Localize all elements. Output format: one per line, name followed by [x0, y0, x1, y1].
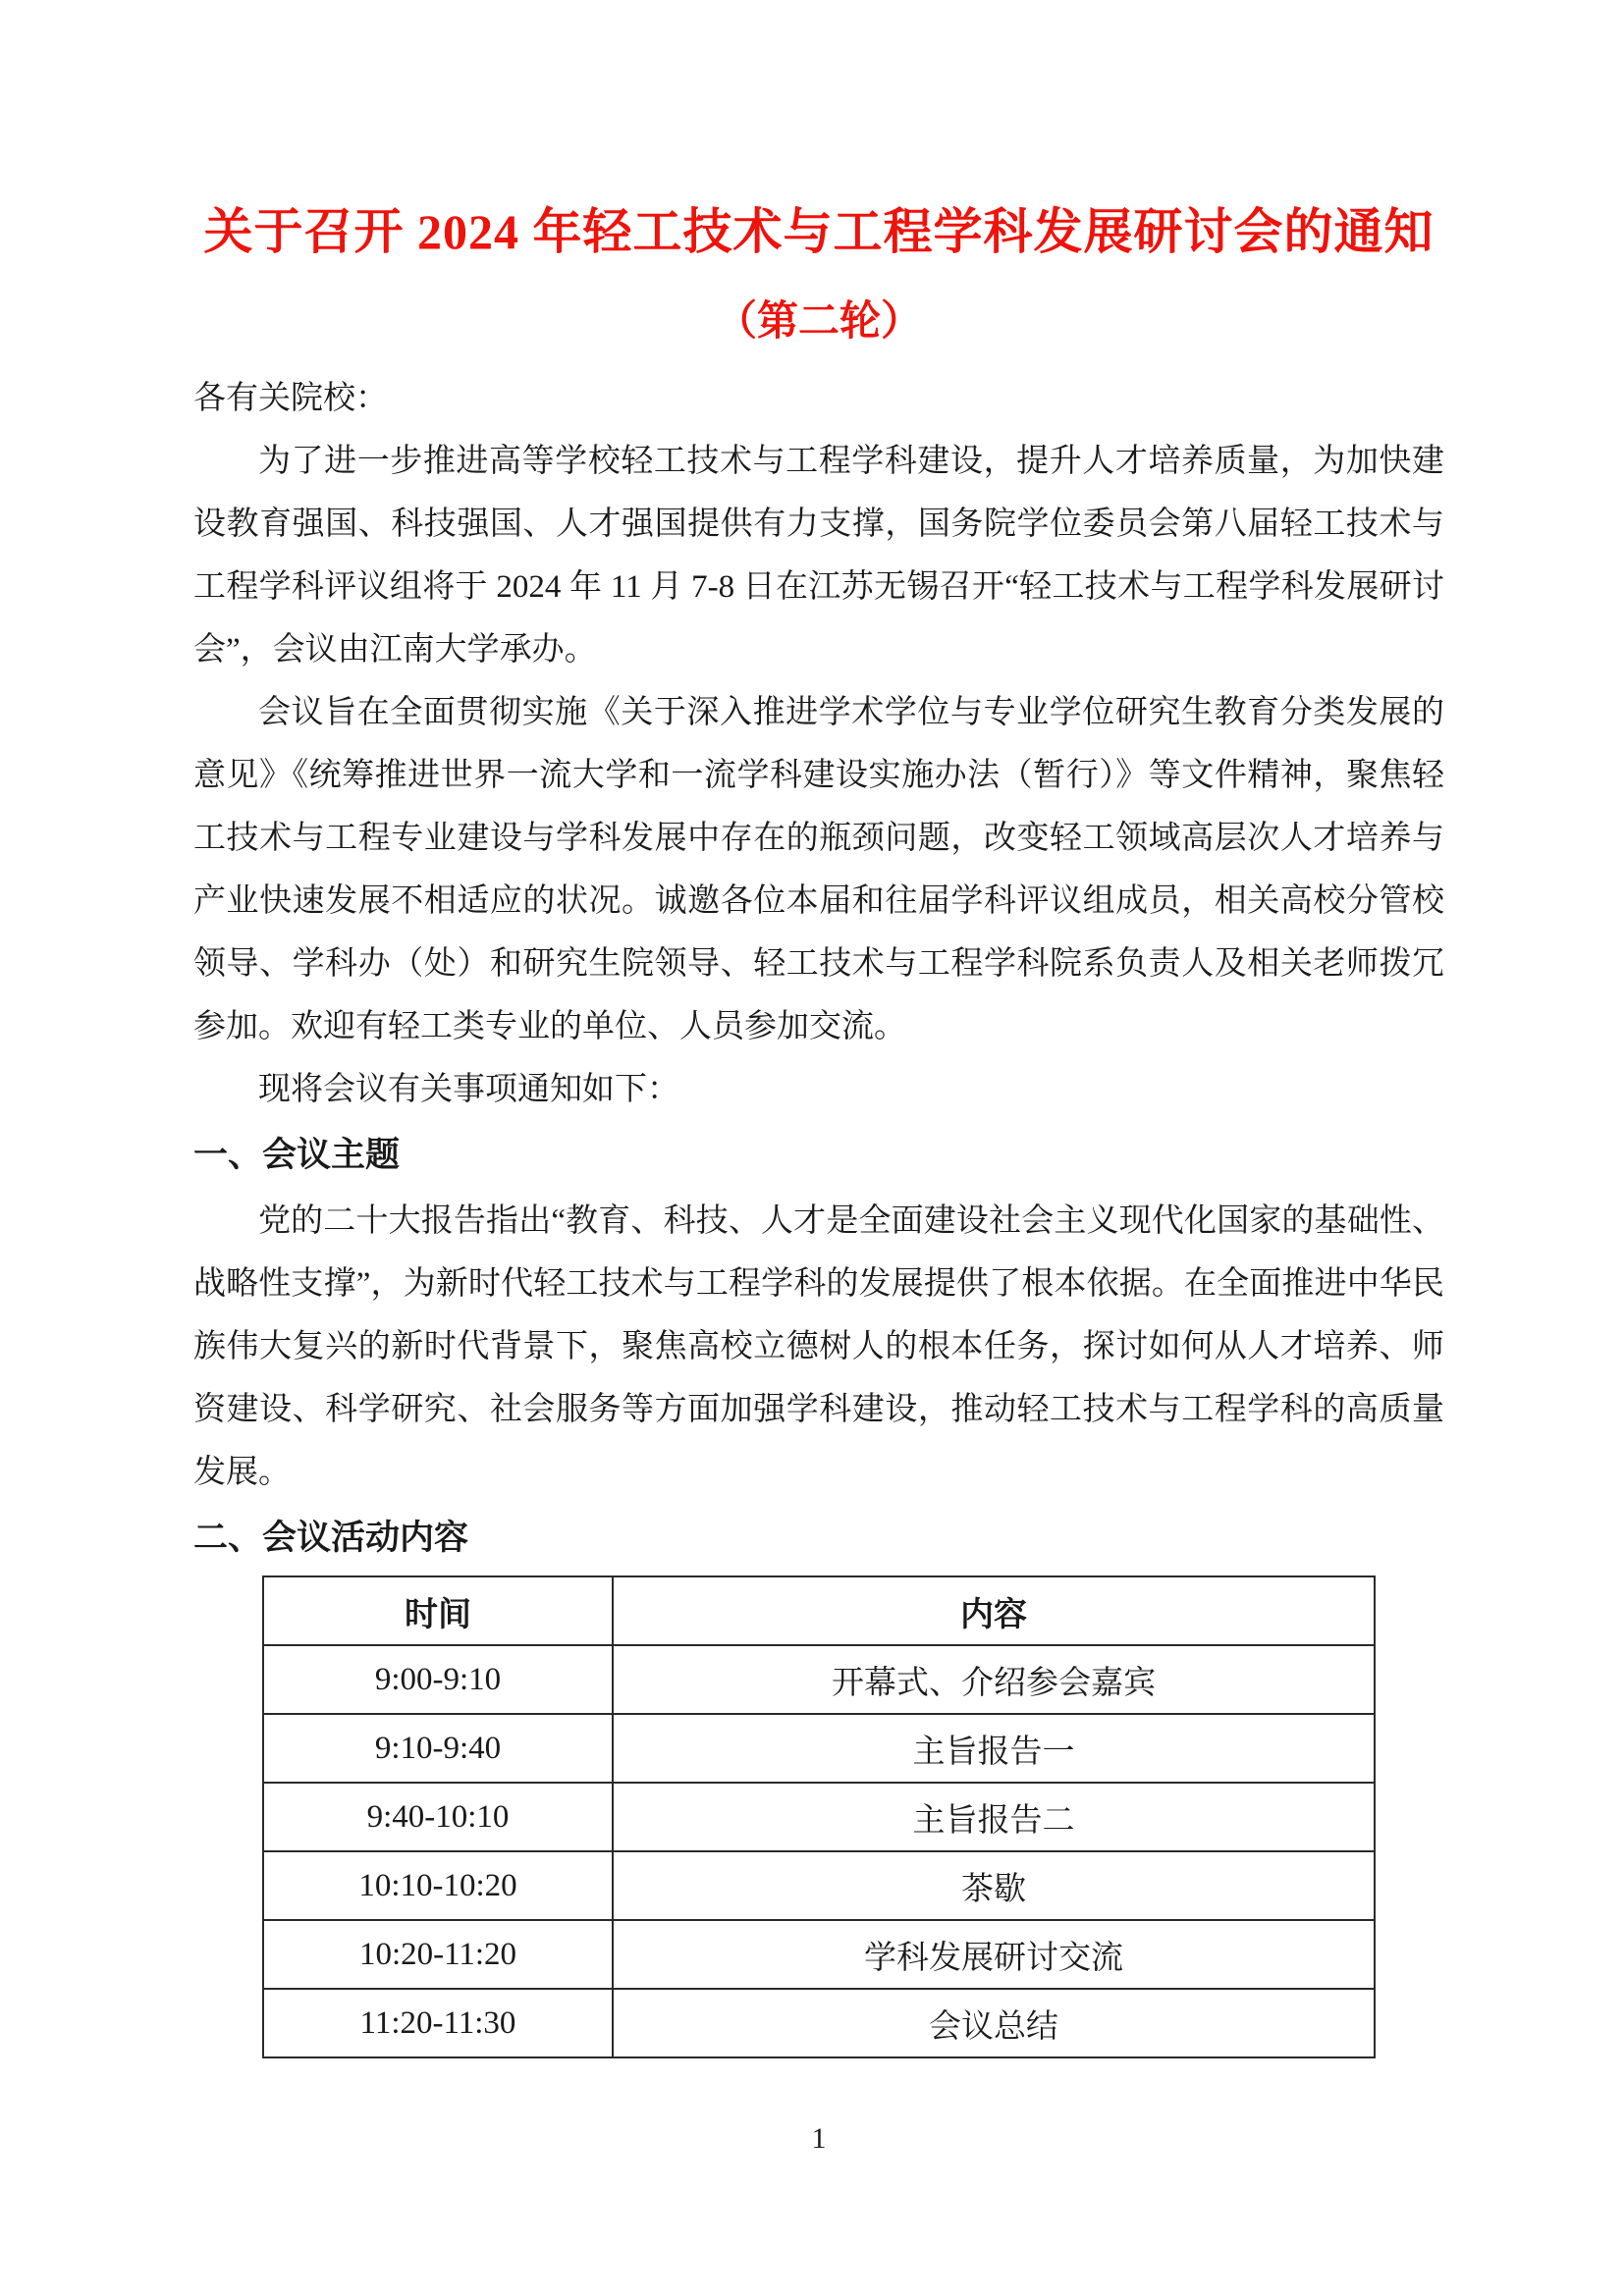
- section-heading-agenda: 二、会议活动内容: [193, 1519, 469, 1557]
- table-row: [263, 1920, 1375, 1989]
- page-number: 1: [811, 2122, 827, 2155]
- table-cell-time: 11:20-11:30: [263, 1989, 613, 2057]
- table-row: [263, 1645, 1375, 1714]
- table-cell-time: 9:00-9:10: [263, 1645, 613, 1714]
- table-row: [263, 1783, 1375, 1851]
- table-cell-content: 开幕式、介绍参会嘉宾: [613, 1645, 1375, 1714]
- paragraph-intro: 为了进一步推进高等学校轻工技术与工程学科建设，提升人才培养质量，为加快建设教育强国、科技强国、人才强国提供有力支撑，国务院学位委员会第八届轻工技术与工程学科评议组将于 2024 年 11 月 7-8 日在江苏无锡召开“轻工技术与工程学科发展研讨会”，会议由江南大学承办。: [193, 444, 1444, 667]
- table-cell-content: 主旨报告二: [613, 1783, 1375, 1851]
- table-row: [263, 1714, 1375, 1783]
- schedule-table: [262, 1575, 1376, 2058]
- table-cell-content: 学科发展研讨交流: [613, 1920, 1375, 1989]
- table-cell-time: 10:20-11:20: [263, 1920, 613, 1989]
- salutation: 各有关院校：: [193, 381, 388, 416]
- table-cell-time: 9:40-10:10: [263, 1783, 613, 1851]
- title-block: [193, 187, 1444, 367]
- table-cell-time: 9:10-9:40: [263, 1714, 613, 1783]
- table-header-row: [263, 1576, 1375, 1645]
- page-title: 关于召开 2024 年轻工技术与工程学科发展研讨会的通知: [203, 204, 1435, 259]
- table-header-time: 时间: [263, 1576, 613, 1645]
- paragraph-theme: 党的二十大报告指出“教育、科技、人才是全面建设社会主义现代化国家的基础性、战略性支撑”，为新时代轻工技术与工程学科的发展提供了根本依据。在全面推进中华民族伟大复兴的新时代背景下，聚焦高校立德树人的根本任务，探讨如何从人才培养、师资建设、科学研究、社会服务等方面加强学科建设，推动轻工技术与工程学科的高质量发展。: [193, 1203, 1444, 1490]
- table-cell-content: 主旨报告一: [613, 1714, 1375, 1783]
- document-content: [0, 187, 1624, 2159]
- table-row: [263, 1989, 1375, 2057]
- table-cell-time: 10:10-10:20: [263, 1851, 613, 1920]
- page-subtitle: （第二轮）: [715, 299, 922, 345]
- table-row: [263, 1851, 1375, 1920]
- paragraph-notice: 现将会议有关事项通知如下：: [258, 1072, 679, 1107]
- table-cell-content: 茶歇: [613, 1851, 1375, 1920]
- section-heading-theme: 一、会议主题: [193, 1136, 401, 1174]
- table-header-content: 内容: [613, 1576, 1375, 1645]
- table-cell-content: 会议总结: [613, 1989, 1375, 2057]
- paragraph-purpose: 会议旨在全面贯彻实施《关于深入推进学术学位与专业学位研究生教育分类发展的意见》《统筹推进世界一流大学和一流学科建设实施办法（暂行）》等文件精神，聚焦轻工技术与工程专业建设与学科发展中存在的瓶颈问题，改变轻工领域高层次人才培养与产业快速发展不相适应的状况。诚邀各位本届和往届学科评议组成员，相关高校分管校领导、学科办（处）和研究生院领导、轻工技术与工程学科院系负责人及相关老师拨冗参加。欢迎有轻工类专业的单位、人员参加交流。: [193, 695, 1444, 1044]
